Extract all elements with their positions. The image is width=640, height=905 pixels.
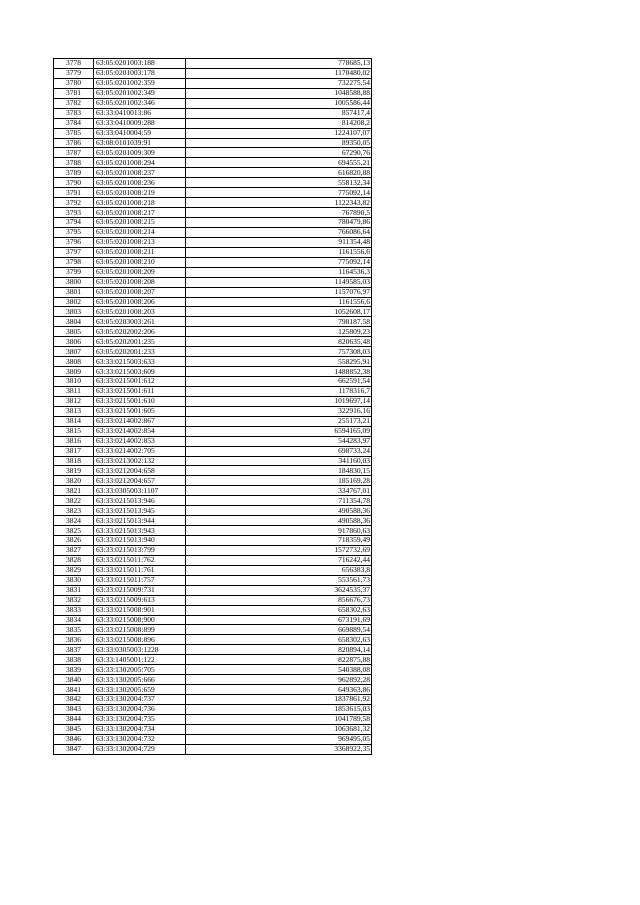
cadastral-value-cell: 662591,54 [186, 377, 372, 387]
cadastral-value-cell: 1161556,6 [186, 247, 372, 257]
cadastral-value-cell: 673191,69 [186, 615, 372, 625]
table-row [54, 436, 372, 446]
row-number-cell: 3822 [54, 496, 94, 506]
row-number-cell: 3832 [54, 595, 94, 605]
table-row [54, 218, 372, 228]
table-row [54, 208, 372, 218]
row-number-cell: 3787 [54, 148, 94, 158]
table-row [54, 188, 372, 198]
cadastral-number-cell: 63:05:0203003:261 [94, 317, 186, 327]
cadastral-number-cell: 63:05:0201002:346 [94, 98, 186, 108]
cadastral-value-cell: 732275,54 [186, 78, 372, 88]
cadastral-number-cell: 63:33:0215008:896 [94, 635, 186, 645]
cadastral-value-cell: 822875,88 [186, 655, 372, 665]
table-row [54, 386, 372, 396]
cadastral-number-cell: 63:05:0202002:206 [94, 327, 186, 337]
table-row [54, 635, 372, 645]
cadastral-number-cell: 63:33:0215013:943 [94, 526, 186, 536]
row-number-cell: 3818 [54, 456, 94, 466]
cadastral-number-cell: 63:33:0215001:612 [94, 377, 186, 387]
row-number-cell: 3786 [54, 138, 94, 148]
cadastral-number-cell: 63:05:0201008:217 [94, 208, 186, 218]
table-row [54, 516, 372, 526]
table-row [54, 347, 372, 357]
cadastral-value-cell: 3368922,35 [186, 744, 372, 754]
row-number-cell: 3840 [54, 675, 94, 685]
cadastral-value-cell: 969495,05 [186, 734, 372, 744]
cadastral-number-cell: 63:05:0201002:349 [94, 88, 186, 98]
cadastral-value-cell: 1122343,82 [186, 198, 372, 208]
cadastral-value-cell: 490588,36 [186, 516, 372, 526]
cadastral-value-cell: 6594165,09 [186, 426, 372, 436]
cadastral-value-cell: 698733,24 [186, 446, 372, 456]
cadastral-number-cell: 63:05:0201008:236 [94, 178, 186, 188]
cadastral-value-cell: 558132,34 [186, 178, 372, 188]
table-row [54, 665, 372, 675]
cadastral-number-cell: 63:33:0215013:799 [94, 545, 186, 555]
cadastral-value-cell: 1224107,07 [186, 128, 372, 138]
cadastral-number-cell: 63:05:0201008:210 [94, 257, 186, 267]
table-row [54, 446, 372, 456]
cadastral-number-cell: 63:33:0215001:611 [94, 386, 186, 396]
table-row [54, 128, 372, 138]
row-number-cell: 3834 [54, 615, 94, 625]
row-number-cell: 3814 [54, 416, 94, 426]
cadastral-value-cell: 820894,14 [186, 645, 372, 655]
table-row [54, 565, 372, 575]
cadastral-number-cell: 63:33:0215013:946 [94, 496, 186, 506]
cadastral-number-cell: 63:33:0215011:757 [94, 575, 186, 585]
cadastral-number-cell: 63:33:1405001:122 [94, 655, 186, 665]
row-number-cell: 3824 [54, 516, 94, 526]
table-row [54, 357, 372, 367]
table-row [54, 605, 372, 615]
row-number-cell: 3803 [54, 307, 94, 317]
cadastral-number-cell: 63:33:0215009:613 [94, 595, 186, 605]
row-number-cell: 3806 [54, 337, 94, 347]
table-row [54, 59, 372, 69]
cadastral-value-cell: 553561,73 [186, 575, 372, 585]
table-row [54, 645, 372, 655]
table-row [54, 625, 372, 635]
row-number-cell: 3831 [54, 585, 94, 595]
table-row [54, 257, 372, 267]
table-row [54, 585, 372, 595]
table-row [54, 744, 372, 754]
cadastral-number-cell: 63:33:1302004:732 [94, 734, 186, 744]
table-row [54, 595, 372, 605]
row-number-cell: 3825 [54, 526, 94, 536]
row-number-cell: 3793 [54, 208, 94, 218]
cadastral-value-cell: 544283,97 [186, 436, 372, 446]
cadastral-number-cell: 63:33:0215003:609 [94, 367, 186, 377]
row-number-cell: 3804 [54, 317, 94, 327]
cadastral-value-cell: 1041789,58 [186, 714, 372, 724]
table-row [54, 168, 372, 178]
cadastral-value-cell: 1005586,44 [186, 98, 372, 108]
table-row [54, 227, 372, 237]
row-number-cell: 3778 [54, 59, 94, 69]
row-number-cell: 3796 [54, 237, 94, 247]
cadastral-number-cell: 63:33:1302004:734 [94, 724, 186, 734]
row-number-cell: 3839 [54, 665, 94, 675]
cadastral-value-cell: 490588,36 [186, 506, 372, 516]
cadastral-number-cell: 63:33:0215008:900 [94, 615, 186, 625]
cadastral-value-cell: 540388,08 [186, 665, 372, 675]
table-row [54, 317, 372, 327]
row-number-cell: 3784 [54, 118, 94, 128]
cadastral-number-cell: 63:33:0215001:605 [94, 406, 186, 416]
table-row [54, 148, 372, 158]
cadastral-number-cell: 63:33:0215013:944 [94, 516, 186, 526]
table-row [54, 615, 372, 625]
cadastral-number-cell: 63:33:1302005:666 [94, 675, 186, 685]
cadastral-number-cell: 63:05:0201008:294 [94, 158, 186, 168]
table-row [54, 98, 372, 108]
cadastral-value-cell: 917860,63 [186, 526, 372, 536]
cadastral-value-cell: 820635,48 [186, 337, 372, 347]
cadastral-number-cell: 63:33:0212004:658 [94, 466, 186, 476]
table-row [54, 327, 372, 337]
table-row [54, 337, 372, 347]
cadastral-value-cell: 1052608,17 [186, 307, 372, 317]
table-row [54, 237, 372, 247]
cadastral-number-cell: 63:33:0212004:657 [94, 476, 186, 486]
table-row [54, 476, 372, 486]
row-number-cell: 3780 [54, 78, 94, 88]
table-row [54, 714, 372, 724]
row-number-cell: 3797 [54, 247, 94, 257]
cadastral-number-cell: 63:33:0214002:867 [94, 416, 186, 426]
cadastral-number-cell: 63:33:0305003:1228 [94, 645, 186, 655]
table-body [54, 59, 372, 755]
table-row [54, 108, 372, 118]
row-number-cell: 3809 [54, 367, 94, 377]
row-number-cell: 3841 [54, 685, 94, 695]
table-row [54, 724, 372, 734]
table-row [54, 267, 372, 277]
cadastral-value-cell: 658302,63 [186, 605, 372, 615]
row-number-cell: 3795 [54, 227, 94, 237]
row-number-cell: 3791 [54, 188, 94, 198]
row-number-cell: 3785 [54, 128, 94, 138]
cadastral-value-cell: 649363,86 [186, 685, 372, 695]
row-number-cell: 3819 [54, 466, 94, 476]
cadastral-value-cell: 798187,58 [186, 317, 372, 327]
row-number-cell: 3802 [54, 297, 94, 307]
cadastral-value-cell: 255173,21 [186, 416, 372, 426]
row-number-cell: 3807 [54, 347, 94, 357]
cadastral-value-cell: 757308,03 [186, 347, 372, 357]
table-row [54, 198, 372, 208]
row-number-cell: 3816 [54, 436, 94, 446]
cadastral-number-cell: 63:33:1302004:736 [94, 704, 186, 714]
table-row [54, 675, 372, 685]
row-number-cell: 3781 [54, 88, 94, 98]
cadastral-number-cell: 63:05:0201008:215 [94, 218, 186, 228]
row-number-cell: 3833 [54, 605, 94, 615]
cadastral-number-cell: 63:33:1302004:729 [94, 744, 186, 754]
cadastral-value-cell: 1853615,03 [186, 704, 372, 714]
table-row [54, 287, 372, 297]
cadastral-number-cell: 63:33:0410009:288 [94, 118, 186, 128]
table-row [54, 277, 372, 287]
cadastral-value-cell: 911354,48 [186, 237, 372, 247]
cadastral-value-cell: 1149585,03 [186, 277, 372, 287]
cadastral-number-cell: 63:05:0201008:206 [94, 297, 186, 307]
row-number-cell: 3808 [54, 357, 94, 367]
cadastral-value-cell: 658302,63 [186, 635, 372, 645]
table-row [54, 158, 372, 168]
row-number-cell: 3813 [54, 406, 94, 416]
row-number-cell: 3792 [54, 198, 94, 208]
cadastral-number-cell: 63:05:0201008:203 [94, 307, 186, 317]
cadastral-number-cell: 63:33:0214002:705 [94, 446, 186, 456]
cadastral-value-cell: 1161556,6 [186, 297, 372, 307]
cadastral-number-cell: 63:33:0215011:761 [94, 565, 186, 575]
row-number-cell: 3779 [54, 68, 94, 78]
cadastral-value-cell: 718359,49 [186, 536, 372, 546]
cadastral-value-cell: 185169,28 [186, 476, 372, 486]
table-row [54, 496, 372, 506]
cadastral-value-cell: 856676,73 [186, 595, 372, 605]
cadastral-number-cell: 63:33:0215013:940 [94, 536, 186, 546]
row-number-cell: 3805 [54, 327, 94, 337]
cadastral-number-cell: 63:33:1302004:737 [94, 695, 186, 705]
table-row [54, 704, 372, 714]
cadastral-value-cell: 1157076,97 [186, 287, 372, 297]
row-number-cell: 3821 [54, 486, 94, 496]
row-number-cell: 3842 [54, 695, 94, 705]
cadastral-value-cell: 125809,23 [186, 327, 372, 337]
cadastral-value-cell: 322916,16 [186, 406, 372, 416]
cadastral-value-cell: 1063681,32 [186, 724, 372, 734]
cadastral-number-cell: 63:33:0214002:853 [94, 436, 186, 446]
cadastral-value-cell: 716242,44 [186, 555, 372, 565]
cadastral-number-cell: 63:05:0201008:211 [94, 247, 186, 257]
row-number-cell: 3799 [54, 267, 94, 277]
cadastral-value-cell: 766086,64 [186, 227, 372, 237]
row-number-cell: 3800 [54, 277, 94, 287]
cadastral-value-cell: 814208,2 [186, 118, 372, 128]
cadastral-value-cell: 1170480,02 [186, 68, 372, 78]
row-number-cell: 3844 [54, 714, 94, 724]
cadastral-value-cell: 780479,86 [186, 218, 372, 228]
table-row [54, 536, 372, 546]
cadastral-number-cell: 63:33:0214002:854 [94, 426, 186, 436]
cadastral-number-cell: 63:05:0201008:207 [94, 287, 186, 297]
table-row [54, 456, 372, 466]
cadastral-number-cell: 63:33:0215013:945 [94, 506, 186, 516]
cadastral-number-cell: 63:33:0215001:610 [94, 396, 186, 406]
row-number-cell: 3826 [54, 536, 94, 546]
row-number-cell: 3843 [54, 704, 94, 714]
table-row [54, 545, 372, 555]
cadastral-number-cell: 63:05:0202001:233 [94, 347, 186, 357]
cadastral-value-cell: 89350,05 [186, 138, 372, 148]
row-number-cell: 3820 [54, 476, 94, 486]
cadastral-value-cell: 1019697,14 [186, 396, 372, 406]
cadastral-number-cell: 63:33:0215008:899 [94, 625, 186, 635]
row-number-cell: 3847 [54, 744, 94, 754]
row-number-cell: 3846 [54, 734, 94, 744]
table-row [54, 416, 372, 426]
cadastral-value-cell: 767890,5 [186, 208, 372, 218]
row-number-cell: 3828 [54, 555, 94, 565]
cadastral-value-cell: 694555,21 [186, 158, 372, 168]
cadastral-value-cell: 3624535,37 [186, 585, 372, 595]
table-row [54, 695, 372, 705]
table-row [54, 575, 372, 585]
cadastral-value-cell: 778685,13 [186, 59, 372, 69]
table-row [54, 426, 372, 436]
cadastral-value-cell: 616820,88 [186, 168, 372, 178]
cadastral-number-cell: 63:05:0201003:188 [94, 59, 186, 69]
cadastral-value-cell: 184830,15 [186, 466, 372, 476]
cadastral-number-cell: 63:08:0101039:91 [94, 138, 186, 148]
table-row [54, 685, 372, 695]
cadastral-value-cell: 1488852,38 [186, 367, 372, 377]
cadastral-value-cell: 775092,14 [186, 188, 372, 198]
cadastral-value-cell: 334767,01 [186, 486, 372, 496]
table-row [54, 118, 372, 128]
cadastral-value-cell: 857417,4 [186, 108, 372, 118]
table-row [54, 377, 372, 387]
table-row [54, 506, 372, 516]
cadastral-number-cell: 63:05:0201008:214 [94, 227, 186, 237]
cadastral-number-cell: 63:33:0215009:731 [94, 585, 186, 595]
cadastral-value-cell: 656383,8 [186, 565, 372, 575]
table-row [54, 138, 372, 148]
cadastral-number-cell: 63:33:0215011:762 [94, 555, 186, 565]
cadastral-value-table [53, 58, 372, 755]
table-row [54, 655, 372, 665]
row-number-cell: 3798 [54, 257, 94, 267]
cadastral-number-cell: 63:33:1302005:705 [94, 665, 186, 675]
row-number-cell: 3829 [54, 565, 94, 575]
cadastral-value-cell: 1164536,3 [186, 267, 372, 277]
cadastral-number-cell: 63:05:0201008:208 [94, 277, 186, 287]
cadastral-number-cell: 63:33:0410004:59 [94, 128, 186, 138]
table-row [54, 526, 372, 536]
table-row [54, 307, 372, 317]
table-row [54, 68, 372, 78]
table-row [54, 555, 372, 565]
table-row [54, 734, 372, 744]
cadastral-value-cell: 1048588,88 [186, 88, 372, 98]
table-row [54, 406, 372, 416]
table-row [54, 396, 372, 406]
cadastral-number-cell: 63:05:0201008:237 [94, 168, 186, 178]
cadastral-number-cell: 63:05:0201009:309 [94, 148, 186, 158]
row-number-cell: 3811 [54, 386, 94, 396]
cadastral-value-cell: 775092,14 [186, 257, 372, 267]
cadastral-number-cell: 63:33:0213002:132 [94, 456, 186, 466]
cadastral-value-cell: 1572732,69 [186, 545, 372, 555]
cadastral-value-cell: 1178316,7 [186, 386, 372, 396]
cadastral-number-cell: 63:05:0201008:209 [94, 267, 186, 277]
row-number-cell: 3817 [54, 446, 94, 456]
row-number-cell: 3836 [54, 635, 94, 645]
cadastral-value-cell: 558295,91 [186, 357, 372, 367]
row-number-cell: 3815 [54, 426, 94, 436]
cadastral-number-cell: 63:33:0215003:633 [94, 357, 186, 367]
cadastral-number-cell: 63:05:0201008:219 [94, 188, 186, 198]
cadastral-value-cell: 67290,76 [186, 148, 372, 158]
cadastral-number-cell: 63:05:0202001:235 [94, 337, 186, 347]
cadastral-number-cell: 63:05:0201008:213 [94, 237, 186, 247]
cadastral-number-cell: 63:05:0201002:359 [94, 78, 186, 88]
table-row [54, 178, 372, 188]
row-number-cell: 3788 [54, 158, 94, 168]
table-row [54, 88, 372, 98]
row-number-cell: 3830 [54, 575, 94, 585]
row-number-cell: 3794 [54, 218, 94, 228]
cadastral-number-cell: 63:33:0215008:901 [94, 605, 186, 615]
row-number-cell: 3783 [54, 108, 94, 118]
row-number-cell: 3790 [54, 178, 94, 188]
row-number-cell: 3782 [54, 98, 94, 108]
table-row [54, 247, 372, 257]
cadastral-number-cell: 63:33:0410013:86 [94, 108, 186, 118]
row-number-cell: 3837 [54, 645, 94, 655]
table-row [54, 466, 372, 476]
row-number-cell: 3823 [54, 506, 94, 516]
cadastral-value-cell: 669889,54 [186, 625, 372, 635]
cadastral-number-cell: 63:33:1302004:735 [94, 714, 186, 724]
cadastral-number-cell: 63:33:1302005:659 [94, 685, 186, 695]
cadastral-value-cell: 1837861,92 [186, 695, 372, 705]
row-number-cell: 3835 [54, 625, 94, 635]
cadastral-number-cell: 63:33:0305003:1107 [94, 486, 186, 496]
row-number-cell: 3810 [54, 377, 94, 387]
table-row [54, 297, 372, 307]
table-row [54, 486, 372, 496]
table-row [54, 78, 372, 88]
cadastral-value-cell: 341160,03 [186, 456, 372, 466]
row-number-cell: 3801 [54, 287, 94, 297]
cadastral-value-cell: 711354,78 [186, 496, 372, 506]
row-number-cell: 3812 [54, 396, 94, 406]
cadastral-number-cell: 63:05:0201003:178 [94, 68, 186, 78]
row-number-cell: 3827 [54, 545, 94, 555]
cadastral-value-cell: 962892,28 [186, 675, 372, 685]
row-number-cell: 3838 [54, 655, 94, 665]
row-number-cell: 3845 [54, 724, 94, 734]
row-number-cell: 3789 [54, 168, 94, 178]
table-row [54, 367, 372, 377]
cadastral-number-cell: 63:05:0201008:218 [94, 198, 186, 208]
